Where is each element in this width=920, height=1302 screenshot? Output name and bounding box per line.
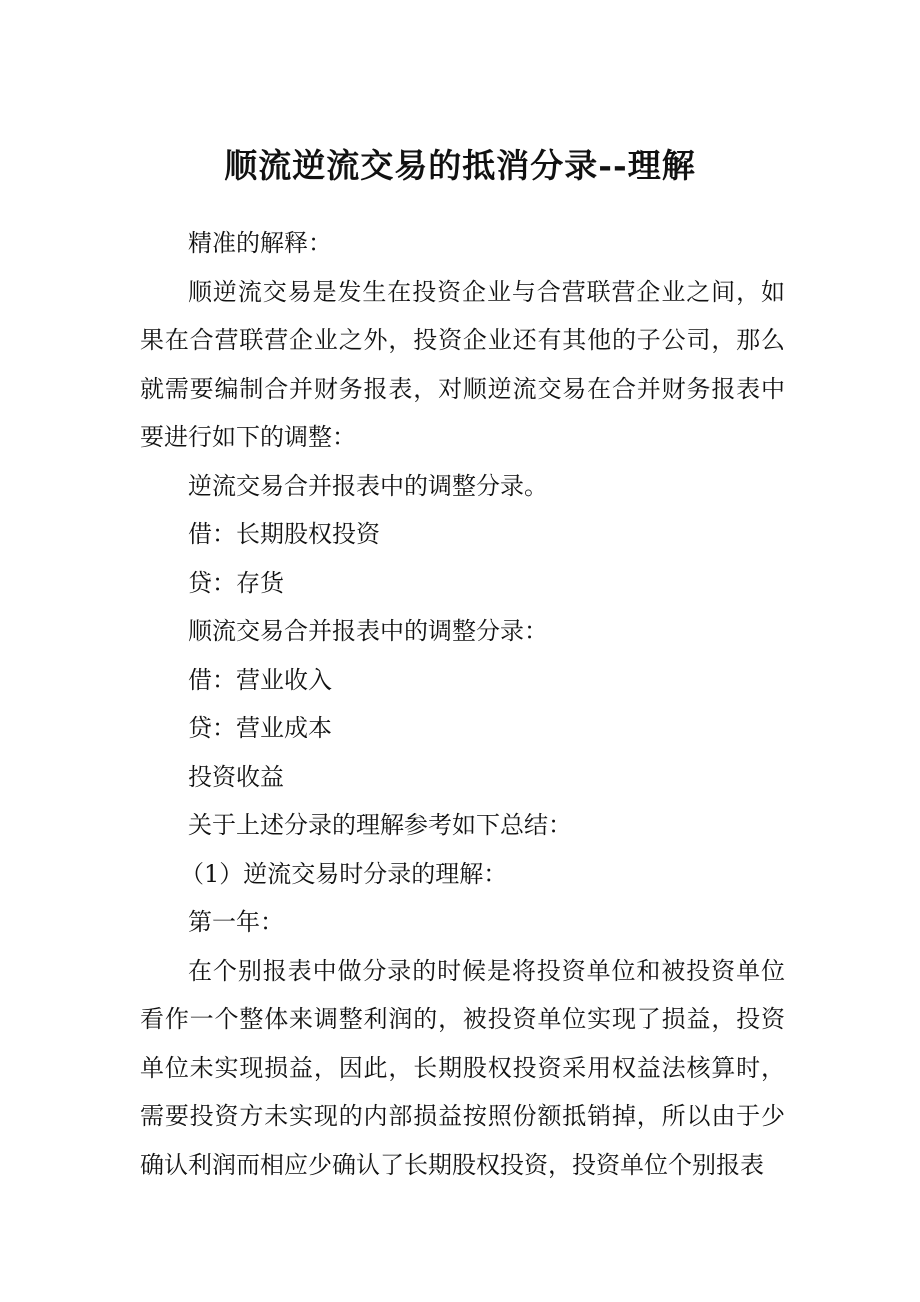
paragraph-debit-long-term-investment: 借：长期股权投资 xyxy=(188,520,380,548)
paragraph-summary-heading: 关于上述分录的理解参考如下总结： xyxy=(188,811,572,839)
paragraph-downstream-heading: 顺流交易合并报表中的调整分录： xyxy=(188,617,548,645)
paragraph-debit-revenue: 借：营业收入 xyxy=(188,665,332,694)
document-body xyxy=(140,219,785,1189)
paragraph-individual-statements: 在个别报表中做分录的时候是将投资单位和被投资单位看作一个整体来调整利润的，被投资单位实现了损益，投资单位未实现损益，因此，长期股权投资采用权益法核算时，需要投资方未实现的内部损益按照份额抵销掉，所以由于少确认利润而相应少确认了长期股权投资，投资单位个别报表 xyxy=(140,956,785,1179)
paragraph-credit-cost: 贷：营业成本 xyxy=(188,714,332,742)
paragraph-credit-inventory: 贷：存货 xyxy=(188,568,284,597)
paragraph-intro: 顺逆流交易是发生在投资企业与合营联营企业之间，如果在合营联营企业之外，投资企业还有其他的子公司，那么就需要编制合并财务报表，对顺逆流交易在合并财务报表中要进行如下的调整： xyxy=(140,277,785,451)
paragraph-upstream-understanding: （1）逆流交易时分录的理解： xyxy=(180,859,508,888)
document-title: 顺流逆流交易的抵消分录--理解 xyxy=(224,146,696,185)
paragraph-upstream-heading: 逆流交易合并报表中的调整分录。 xyxy=(188,471,548,500)
paragraph-investment-income: 投资收益 xyxy=(188,762,284,791)
paragraph-explanation-heading: 精准的解释： xyxy=(188,229,332,257)
paragraph-first-year: 第一年： xyxy=(188,908,284,936)
